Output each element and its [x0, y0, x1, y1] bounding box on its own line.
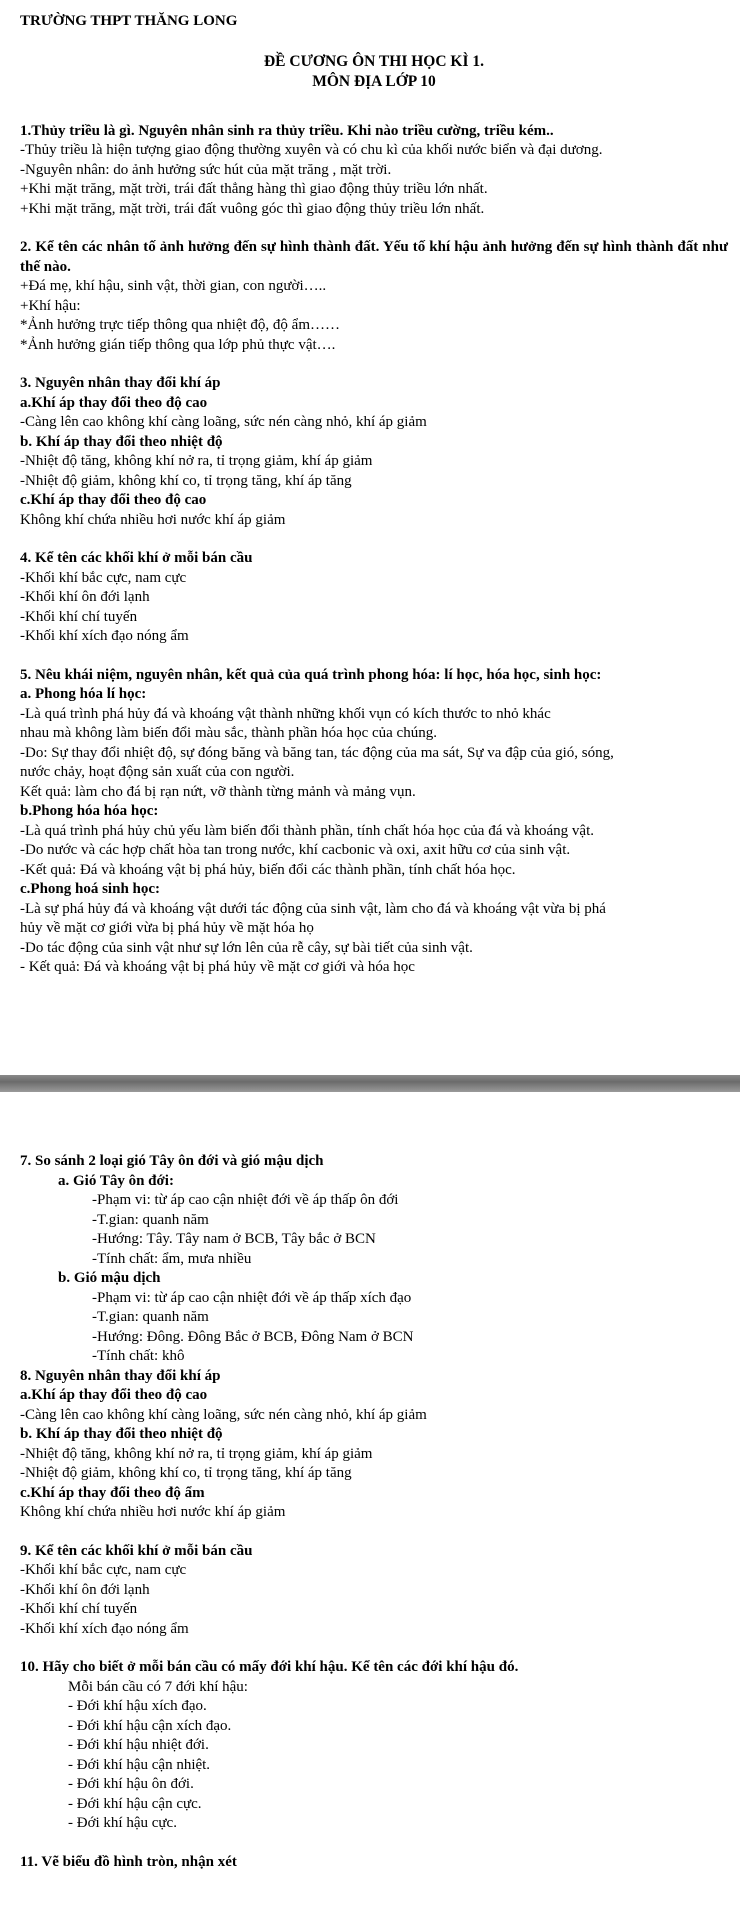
- answer-line: *Ảnh hưởng gián tiếp thông qua lớp phủ thực vật….: [20, 336, 336, 353]
- answer-line: -Phạm vi: từ áp cao cận nhiệt đới về áp thấp ôn đới: [92, 1192, 399, 1208]
- question-1-heading: 1.Thủy triều là gì. Nguyên nhân sinh ra thủy triều. Khi nào triều cường, triều kém..: [20, 122, 554, 139]
- subsection-title: b. Gió mậu dịch: [58, 1270, 161, 1286]
- answer-line: -T.gian: quanh năm: [92, 1309, 209, 1325]
- answer-line: -Thủy triều là hiện tượng giao động thường xuyên và có chu kì của khối nước biển và đại dương.: [20, 142, 603, 158]
- question-2-heading: 2. Kể tên các nhân tố ảnh hưởng đến sự hình thành đất. Yếu tố khí hậu ảnh hưởng đến sự hình thành đất như thế nào.: [20, 239, 728, 275]
- answer-line: nước chảy, hoạt động sản xuất của con người.: [20, 764, 295, 780]
- document-subtitle: MÔN ĐỊA LỚP 10: [312, 72, 436, 90]
- answer-line: -Hướng: Tây. Tây nam ở BCB, Tây bắc ở BCN: [92, 1231, 376, 1247]
- document-page-2: [0, 1092, 740, 1915]
- answer-line: *Ảnh hưởng trực tiếp thông qua nhiệt độ, độ ẩm……: [20, 317, 340, 333]
- answer-line: +Khi mặt trăng, mặt trời, trái đất thẳng hàng thì giao động thủy triều lớn nhất.: [20, 181, 488, 197]
- answer-line: -Phạm vi: từ áp cao cận nhiệt đới về áp thấp xích đạo: [92, 1289, 412, 1306]
- school-name: TRƯỜNG THPT THĂNG LONG: [20, 13, 238, 29]
- subsection-title: c.Phong hoá sinh học:: [20, 881, 161, 897]
- question-10-heading: 10. Hãy cho biết ở mỗi bán cầu có mấy đới khí hậu. Kể tên các đới khí hậu đó.: [20, 1659, 519, 1675]
- answer-line: +Khi mặt trăng, mặt trời, trái đất vuông góc thì giao động thủy triều lớn nhất.: [20, 200, 485, 217]
- subsection-title: a.Khí áp thay đổi theo độ cao: [20, 1387, 208, 1403]
- climate-zone-item: - Đới khí hậu cận nhiệt.: [68, 1756, 211, 1773]
- subsection-title: b.Phong hóa hóa học:: [20, 803, 159, 819]
- answer-line: - Kết quả: Đá và khoáng vật bị phá hủy về mặt cơ giới và hóa học: [20, 959, 415, 975]
- answer-line: -Nhiệt độ giảm, không khí co, tỉ trọng tăng, khí áp tăng: [20, 1465, 352, 1481]
- subsection-title: a.Khí áp thay đổi theo độ cao: [20, 394, 208, 411]
- answer-line: -Hướng: Đông. Đông Bắc ở BCB, Đông Nam ở BCN: [92, 1328, 414, 1345]
- answer-line: -Khối khí bắc cực, nam cực: [20, 1562, 187, 1578]
- answer-line: Kết quả: làm cho đá bị rạn nứt, vỡ thành từng mảnh và mảng vụn.: [20, 783, 416, 800]
- climate-zone-item: - Đới khí hậu nhiệt đới.: [68, 1737, 209, 1753]
- answer-line: Không khí chứa nhiều hơi nước khí áp giảm: [20, 511, 286, 528]
- climate-zone-item: - Đới khí hậu xích đạo.: [68, 1698, 207, 1714]
- answer-line: -Khối khí chí tuyến: [20, 608, 138, 625]
- question-4-heading: 4. Kể tên các khối khí ở mỗi bán cầu: [20, 550, 253, 566]
- answer-line: -T.gian: quanh năm: [92, 1211, 209, 1228]
- question-7-heading: 7. So sánh 2 loại gió Tây ôn đới và gió mậu dịch: [20, 1153, 324, 1169]
- answer-line: -Nhiệt độ tăng, không khí nở ra, tỉ trọng giảm, khí áp giảm: [20, 453, 373, 469]
- answer-line: -Do tác động của sinh vật như sự lớn lên của rễ cây, sự bài tiết của sinh vật.: [20, 939, 473, 956]
- answer-line: -Càng lên cao không khí càng loãng, sức nén càng nhỏ, khí áp giảm: [20, 1406, 427, 1423]
- answer-line: -Khối khí xích đạo nóng ẩm: [20, 628, 189, 644]
- answer-line: -Là quá trình phá hủy đá và khoáng vật thành những khối vụn có kích thước to nhỏ khác: [20, 705, 551, 722]
- subsection-title: a. Gió Tây ôn đới:: [58, 1172, 174, 1189]
- answer-line: -Càng lên cao không khí càng loãng, sức nén càng nhỏ, khí áp giảm: [20, 414, 427, 430]
- answer-line: Không khí chứa nhiều hơi nước khí áp giảm: [20, 1504, 286, 1520]
- document-title: ĐỀ CƯƠNG ÔN THI HỌC KÌ 1.: [263, 52, 485, 70]
- answer-line: -Là sự phá hủy đá và khoáng vật dưới tác động của sinh vật, làm cho đá và khoáng vật vừa bị phá: [20, 900, 606, 917]
- answer-line: -Khối khí chí tuyến: [20, 1601, 138, 1617]
- question-5-heading: 5. Nêu khái niệm, nguyên nhân, kết quả của quá trình phong hóa: lí học, hóa học, sinh học:: [20, 666, 602, 683]
- page-2-content: [20, 1152, 728, 1872]
- answer-line: -Là quá trình phá hủy chủ yếu làm biến đổi thành phần, tính chất hóa học của đá và khoáng vật.: [20, 822, 594, 839]
- climate-zone-item: - Đới khí hậu ôn đới.: [68, 1776, 194, 1792]
- climate-zone-item: - Đới khí hậu cực.: [68, 1815, 177, 1831]
- question-11-heading: 11. Vẽ biểu đồ hình tròn, nhận xét: [20, 1853, 237, 1870]
- answer-line: -Khối khí ôn đới lạnh: [20, 589, 150, 605]
- question-3-heading: 3. Nguyên nhân thay đổi khí áp: [20, 375, 221, 391]
- answer-line: nhau mà không làm biến đổi màu sắc, thành phần hóa học của chúng.: [20, 725, 437, 741]
- answer-line: -Tính chất: khô: [92, 1348, 185, 1364]
- answer-line: -Do nước và các hợp chất hòa tan trong nước, khí cacbonic và oxi, axit hữu cơ của sinh vật.: [20, 842, 571, 858]
- answer-line: -Nhiệt độ tăng, không khí nở ra, tỉ trọng giảm, khí áp giảm: [20, 1445, 373, 1462]
- page-1-content: [20, 12, 728, 978]
- subsection-title: b. Khí áp thay đổi theo nhiệt độ: [20, 1426, 223, 1442]
- climate-zone-item: - Đới khí hậu cận cực.: [68, 1795, 202, 1812]
- answer-line: Mỗi bán cầu có 7 đới khí hậu:: [68, 1678, 248, 1695]
- answer-line: hủy về mặt cơ giới vừa bị phá hủy về mặt hóa họ: [20, 920, 314, 936]
- answer-line: -Do: Sự thay đổi nhiệt độ, sự đóng băng và băng tan, tác động của ma sát, Sự va đập của gió, sóng,: [20, 744, 614, 761]
- subsection-title: b. Khí áp thay đổi theo nhiệt độ: [20, 433, 223, 450]
- answer-line: -Khối khí ôn đới lạnh: [20, 1581, 150, 1598]
- answer-line: -Nguyên nhân: do ảnh hưởng sức hút của mặt trăng , mặt trời.: [20, 161, 392, 178]
- answer-line: -Khối khí xích đạo nóng ẩm: [20, 1620, 189, 1637]
- answer-line: -Tính chất: ẩm, mưa nhiều: [92, 1250, 252, 1267]
- answer-line: -Khối khí bắc cực, nam cực: [20, 569, 187, 586]
- subsection-title: c.Khí áp thay đổi theo độ ẩm: [20, 1484, 205, 1501]
- answer-line: +Đá mẹ, khí hậu, sinh vật, thời gian, con người…..: [20, 278, 327, 294]
- question-9-heading: 9. Kể tên các khối khí ở mỗi bán cầu: [20, 1542, 253, 1559]
- climate-zone-item: - Đới khí hậu cận xích đạo.: [68, 1717, 232, 1734]
- answer-line: +Khí hậu:: [20, 297, 81, 314]
- answer-line: -Kết quả: Đá và khoáng vật bị phá hủy, biến đổi các thành phần, tính chất hóa học.: [20, 861, 516, 878]
- question-8-heading: 8. Nguyên nhân thay đổi khí áp: [20, 1367, 221, 1384]
- subsection-title: c.Khí áp thay đổi theo độ cao: [20, 492, 207, 508]
- subsection-title: a. Phong hóa lí học:: [20, 686, 147, 702]
- answer-line: -Nhiệt độ giảm, không khí co, tỉ trọng tăng, khí áp tăng: [20, 472, 352, 489]
- page-separator: [0, 1075, 740, 1092]
